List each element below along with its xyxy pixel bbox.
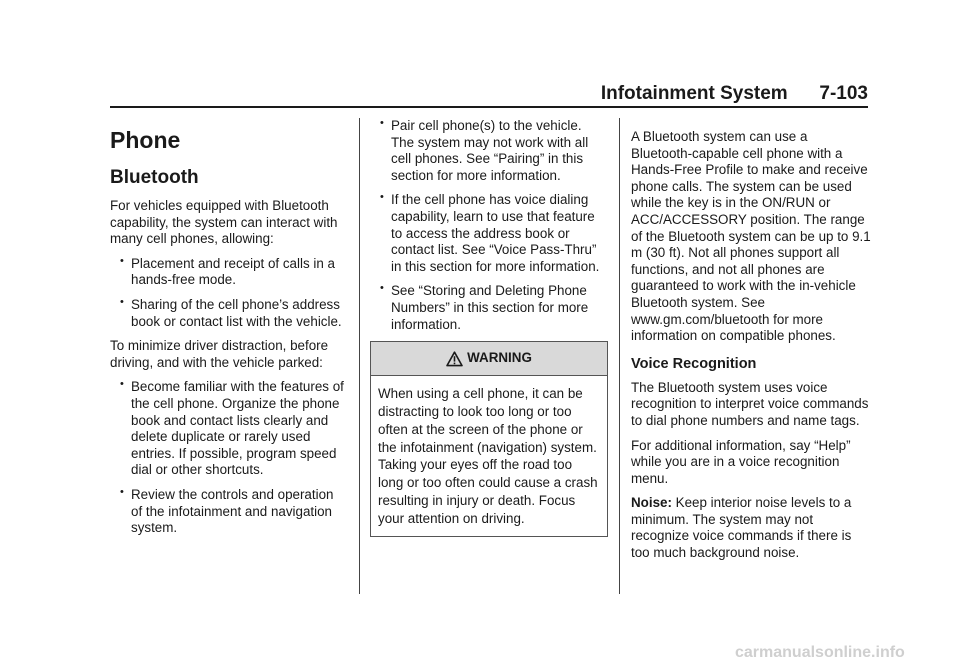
bullet-list <box>370 118 608 333</box>
list-item: • Become familiar with the features of the cell phone. Organize the phone book and contact lists clearly and delete duplicate or rarely used entries. If possible, program speed dial or other shortcuts. <box>120 378 344 478</box>
list-item: • Pair cell phone(s) to the vehicle. The system may not work with all cell phones. See “Pairing” in this section for more information. <box>380 117 589 183</box>
list-item: • Sharing of the cell phone’s address book or contact list with the vehicle. <box>120 295 342 329</box>
warning-box <box>370 341 608 536</box>
bullet-icon: • <box>120 295 124 308</box>
warning-triangle-icon <box>446 351 463 367</box>
page-number: 7-103 <box>819 83 868 104</box>
bullet-icon: • <box>380 117 384 129</box>
paragraph <box>631 495 871 561</box>
column-divider <box>619 118 620 594</box>
bullet-icon: • <box>380 282 384 295</box>
column-divider <box>359 118 360 594</box>
bullet-icon: • <box>120 485 124 498</box>
watermark: carmanualsonline.info <box>735 644 905 661</box>
list-item: • Review the controls and operation of the infotainment and navigation system. <box>120 485 334 536</box>
header-rule <box>110 106 868 108</box>
warning-header <box>371 342 607 376</box>
list-item: • Placement and receipt of calls in a hands-free mode. <box>120 254 335 288</box>
warning-text: When using a cell phone, it can be distracting to look too long or too often at the screen of the phone or the infotainment (navigation) system. Taking your eyes off the road too long or too often could cause a crash resulting in injury or death. Focus your attention on driving. <box>378 386 598 526</box>
bullet-list <box>110 379 348 536</box>
column-3 <box>631 118 871 570</box>
paragraph: To minimize driver distraction, before driving, and with the vehicle parked: <box>110 338 329 370</box>
paragraph: A Bluetooth system can use a Bluetooth-capable cell phone with a Hands-Free Profile to make and receive phone calls. The system can be used while the key is in the ON/RUN or ACC/ACCESSORY position. The range of the Bluetooth system can be up to 9.1 m (30 ft). Not all phones support all functions, and not all phones are guaranteed to work with the in-vehicle Bluetooth system. See www.gm.com/bluetooth for more information on compatible phones. <box>631 129 871 344</box>
column-1 <box>110 118 348 545</box>
bullet-icon: • <box>120 254 124 267</box>
subheading: Voice Recognition <box>631 355 757 372</box>
section-title: Phone <box>110 127 181 153</box>
column-2 <box>370 118 608 537</box>
bullet-icon: • <box>120 378 124 391</box>
subsection-title: Bluetooth <box>110 167 199 188</box>
header-title <box>601 83 868 105</box>
header-section-name: Infotainment System <box>600 83 788 104</box>
bullet-list <box>110 256 348 330</box>
page-header <box>110 83 868 107</box>
bullet-icon: • <box>380 191 384 204</box>
paragraph: For vehicles equipped with Bluetooth capability, the system can interact with many cell phones, allowing: <box>110 198 338 247</box>
list-item: • If the cell phone has voice dialing capability, learn to use that feature to access the address book or contact list. See “Voice Pass-Thru” in this section for more information. <box>380 191 600 274</box>
noise-text: Keep interior noise levels to a minimum. The system may not recognize voice commands if there is too much background noise. <box>631 495 852 561</box>
paragraph: For additional information, say “Help” while you are in a voice recognition menu. <box>631 437 851 486</box>
list-item: • See “Storing and Deleting Phone Numbers” in this section for more information. <box>380 282 589 332</box>
noise-label: Noise: <box>631 495 672 511</box>
warning-title: WARNING <box>467 350 532 366</box>
paragraph: The Bluetooth system uses voice recognition to interpret voice commands to dial phone numbers and name tags. <box>631 379 869 428</box>
